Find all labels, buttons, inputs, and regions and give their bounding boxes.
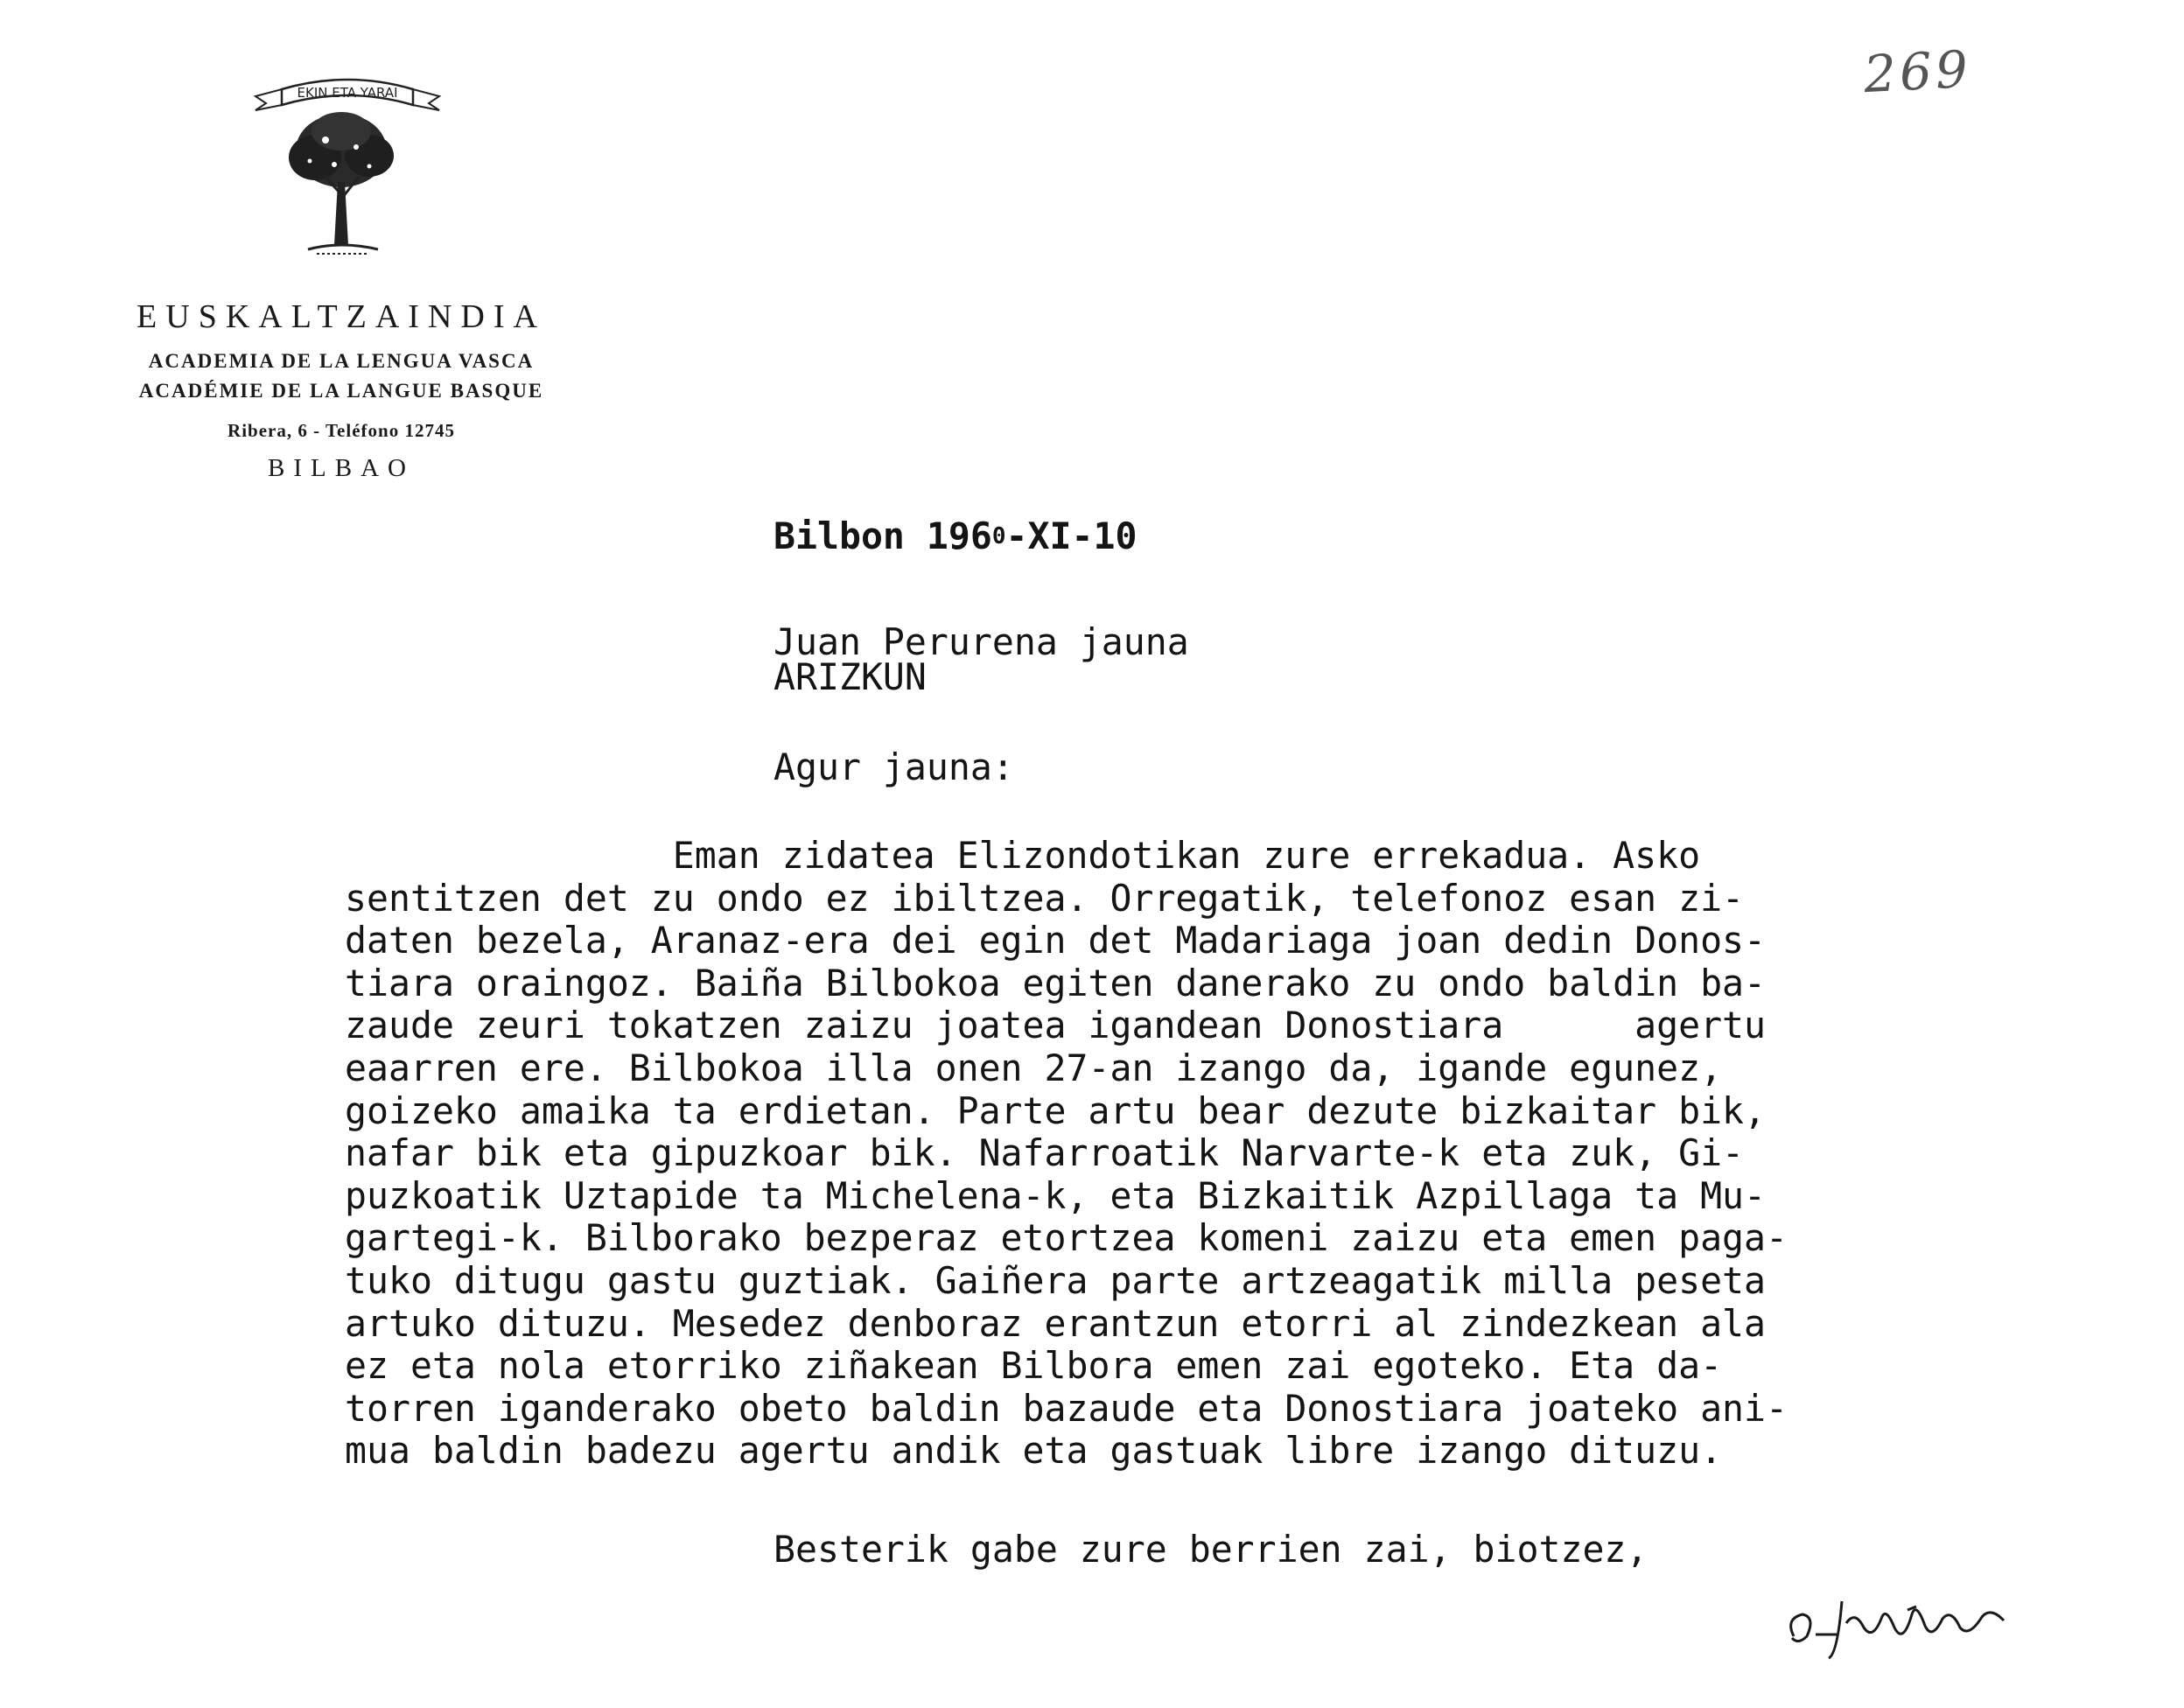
body-line: eaarren ere. Bilbokoa illa onen 27-an izango da, igande egunez, xyxy=(345,1046,1723,1089)
archive-number: 269 xyxy=(1862,38,1973,105)
body-line: ez eta nola etorriko ziñakean Bilbora emen zai egoteko. Eta da- xyxy=(345,1344,1723,1388)
letter-date: Bilbon $196^0-XI-10$ xyxy=(774,514,1138,557)
body-line: goizeko amaika ta erdietan. Parte artu bear dezute bizkaitar bik, xyxy=(345,1088,1767,1132)
body-line: puzkoatik Uztapide ta Michelena-k, eta Bizkaitik Azpillaga ta Mu- xyxy=(345,1173,1767,1217)
body-line: torren iganderako obeto baldin bazaude eta Donostiara joateko ani- xyxy=(345,1386,1788,1430)
body-line: daten bezela, Aranaz-era dei egin det Madariaga joan dedin Donos- xyxy=(345,919,1767,962)
motto-text: EKIN ETA YARAI xyxy=(297,85,398,101)
recipient-name: Juan Perurena jauna xyxy=(774,620,1189,663)
academy-subtitle-fr: ACADÉMIE DE LA LANGUE BASQUE xyxy=(138,380,544,402)
body-line: nafar bik eta gipuzkoar bik. Nafarroatik Narvarte-k eta zuk, Gi- xyxy=(345,1131,1745,1175)
academy-city: BILBAO xyxy=(268,454,415,482)
handwritten-signature xyxy=(1776,1575,2030,1662)
body-line: tiara oraingoz. Baiña Bilbokoa egiten danerako zu ondo baldin ba- xyxy=(345,961,1767,1004)
letterhead xyxy=(79,298,604,483)
body-line: zaude zeuri tokatzen zaizu joatea igandean Donostiara agertu xyxy=(345,1004,1767,1047)
academy-address: Ribera, 6 - Teléfono 12745 xyxy=(228,420,455,441)
body-line: sentitzen det zu ondo ez ibiltzea. Orregatik, telefonoz esan zi- xyxy=(345,876,1745,920)
body-line: Eman zidatea Elizondotikan zure errekadua. Asko xyxy=(345,834,1701,877)
academy-tree-logo xyxy=(247,70,448,271)
body-line: tuko ditugu gastu guztiak. Gaiñera parte artzeagatik milla peseta xyxy=(345,1258,1767,1302)
recipient-place: ARIZKUN xyxy=(774,655,927,698)
letter-closing: Besterik gabe zure berrien zai, biotzez, xyxy=(774,1528,1648,1571)
salutation: Agur jauna: xyxy=(774,746,1014,788)
letter-body xyxy=(345,835,1788,1473)
recipient-block xyxy=(774,620,1189,698)
academy-subtitle-es: ACADEMIA DE LA LENGUA VASCA xyxy=(148,350,535,372)
body-line: artuko dituzu. Mesedez denboraz erantzun etorri al zindezkean ala xyxy=(345,1301,1767,1345)
body-line: gartegi-k. Bilborako bezperaz etortzea komeni zaizu eta emen paga- xyxy=(345,1216,1788,1260)
body-line: mua baldin badezu agertu andik eta gastuak libre izango dituzu. xyxy=(345,1429,1723,1473)
academy-name: EUSKALTZAINDIA xyxy=(136,298,546,335)
